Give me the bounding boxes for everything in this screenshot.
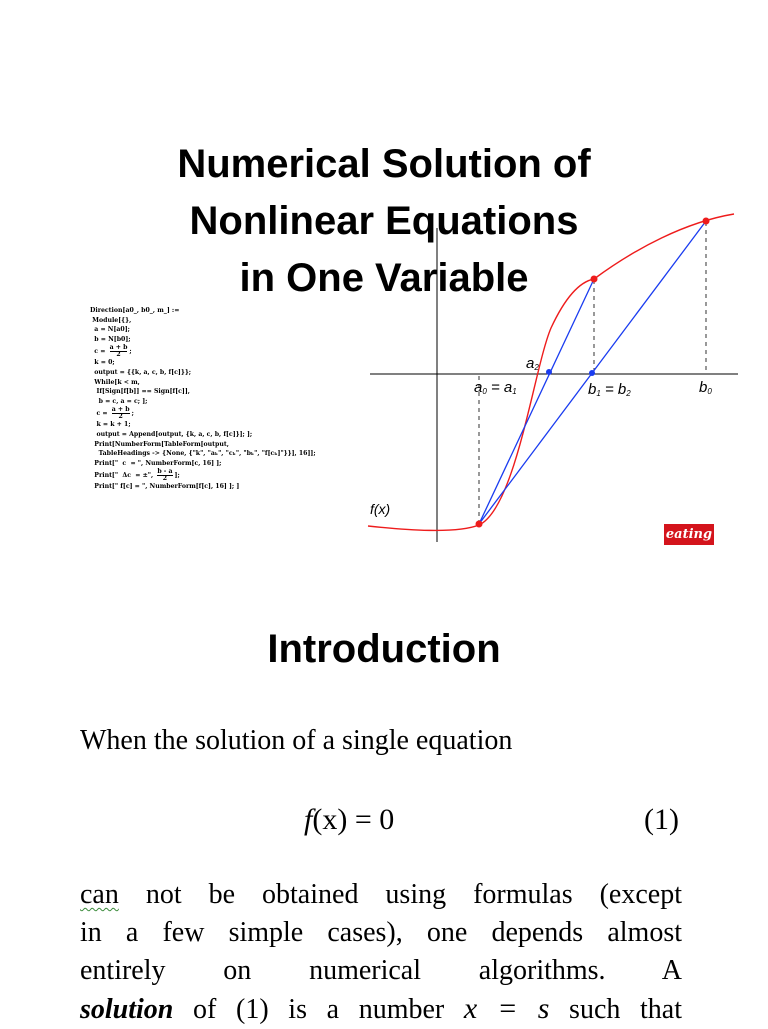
code-line: output = {{k, a, c, b, f[c]}}; — [90, 368, 192, 376]
point-a0-bottom — [476, 521, 483, 528]
point-b1-top — [591, 276, 598, 283]
label-b1-b2: b1 = b2 — [588, 381, 631, 398]
code-line: k = k + 1; — [90, 420, 131, 428]
label-a2: a2 — [526, 355, 539, 372]
code-fraction: $\frac{b - a}{2}$ — [157, 467, 173, 482]
paragraph-line: in a few simple cases), one depends almost — [80, 917, 682, 948]
title-line-2: Nonlinear Equations — [189, 199, 579, 243]
code-line: b = c, a = c; ]; — [90, 398, 148, 406]
code-snippet — [90, 296, 360, 502]
code-line: a = N[a0]; — [90, 326, 130, 334]
section-heading: Introduction — [267, 627, 501, 671]
code-line: c = $\frac{a + b}{2}$ ; — [90, 343, 132, 358]
code-line: Print[" Δc = ±", $\frac{b - a}{2}$ ]; — [90, 467, 180, 482]
label-a0-a1: a0 = a1 — [474, 379, 517, 396]
bisection-figure — [366, 208, 740, 548]
code-line: Print[" f[c] = ", NumberForm[f[c], 16] ]; ] — [90, 482, 240, 490]
point-b1 — [589, 370, 595, 376]
paragraph-line: can not be obtained using formulas (except — [80, 879, 682, 910]
code-line: If[Sign[f[b]] == Sign[f[c]], — [90, 388, 190, 396]
equation-number: (1) — [644, 803, 679, 836]
label-b0: b0 — [699, 379, 712, 396]
point-a2 — [546, 369, 552, 375]
code-line: Module[{}, — [90, 316, 132, 324]
code-line: k = 0; — [90, 358, 115, 366]
code-line: TableHeadings -> {None, {"k", "aₖ", "cₖ", "bₖ", "f[cₖ]"}}], 16]]; — [90, 450, 316, 458]
code-line: Direction[a0_, b0_, m_] := — [90, 306, 180, 314]
code-fraction: $\frac{a + b}{2}$ — [109, 343, 128, 358]
code-fraction: $\frac{a + b}{2}$ — [111, 405, 130, 420]
code-line: Print[NumberForm[TableForm[output, — [90, 440, 229, 448]
point-b0-top — [703, 218, 710, 225]
paragraph-line: entirely on numerical algorithms. A — [80, 955, 682, 986]
code-line: c = $\frac{a + b}{2}$ ; — [90, 405, 134, 420]
code-line: b = N[b0]; — [90, 336, 131, 344]
title-line-1: Numerical Solution of — [177, 142, 591, 186]
code-line: While[k < m, — [90, 378, 140, 386]
code-line: Print[" c = ", NumberForm[c, 16] ]; — [90, 460, 222, 468]
label-fx: f(x) — [370, 501, 391, 517]
brand-logo: eating — [664, 524, 714, 545]
paragraph-line: solution of (1) is a number x = s such that — [80, 992, 683, 1025]
body-paragraph — [80, 876, 682, 1029]
title-line-3: in One Variable — [239, 256, 529, 300]
lead-text: When the solution of a single equation — [80, 725, 513, 756]
code-line: output = Append[output, {k, a, c, b, f[c]}]; ]; — [90, 430, 253, 438]
equation: f(x) = 0 — [304, 803, 395, 836]
